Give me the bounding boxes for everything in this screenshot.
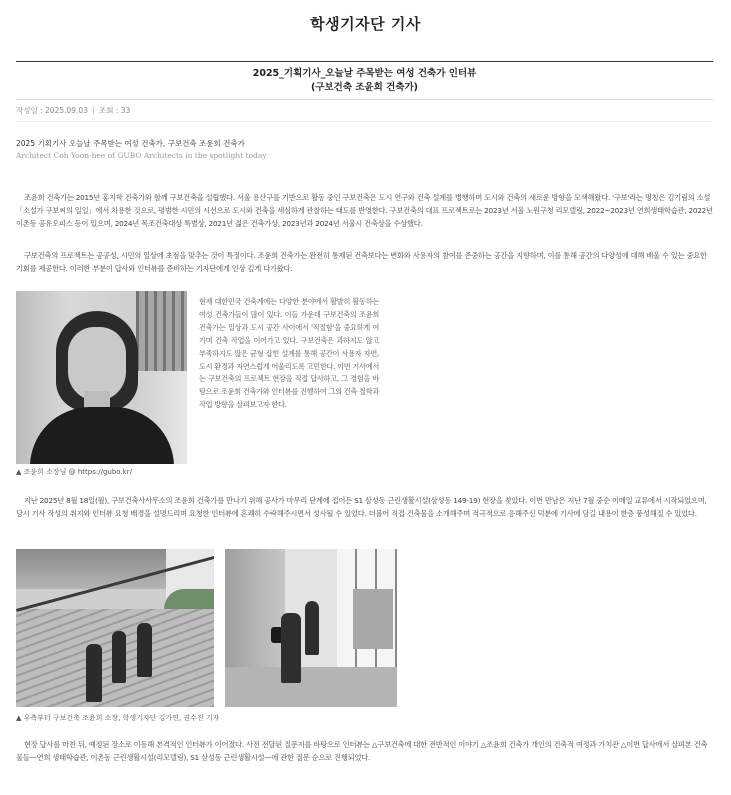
subtitle-korean: 2025 기획기사 오늘날 주목받는 여성 건축가, 구보건축 조윤희 건축가	[16, 139, 245, 148]
site-photos-caption: ▲ 우측부터 구보건축 조윤희 소장, 학생기자단 김가연, 권수진 기자	[16, 714, 220, 722]
article-meta	[16, 105, 130, 116]
meta-separator	[93, 106, 94, 114]
meta-divider	[16, 121, 713, 122]
architect-portrait-photo	[16, 291, 187, 464]
board-title: 학생기자단 기사	[310, 15, 421, 33]
portrait-caption: ▲ 조윤희 소장님 @ https://gubo.kr/	[16, 468, 132, 476]
article-title	[16, 67, 713, 95]
header-divider	[16, 61, 713, 62]
body-paragraph-2: 구보건축의 프로젝트는 공공성, 시민의 일상에 초점을 맞추는 것이 특징이다. 조윤희 건축가는 완전히 통제된 건축보다는 변화와 사용자의 참여를 존중하는 공간을 지향하며, 이를 통해 공간의 다양성에 대해 배울 수 있는 중요한 기회를 제공한다. 이러한 부분이 답사와 인터뷰를 준비하는 기자단에게 인상 깊게 다가왔다.	[16, 251, 707, 273]
article-title-line2: (구보건축 조윤희 건축가)	[310, 82, 419, 93]
subtitle-english: Architect Coh Yoon-hee of GUBO Architects in the spotlight today	[16, 151, 267, 160]
post-date: 작성일 : 2025.09.03	[16, 106, 88, 115]
article-title-line1: 2025_기획기사_오늘날 주목받는 여성 건축가 인터뷰	[252, 68, 477, 79]
body-paragraph-1: 조윤희 건축가는 2015년 홍지학 건축가와 함께 구보건축을 설립했다. 서울 용산구를 기반으로 활동 중인 구보건축은 도시 연구와 건축 설계를 병행하며 도시와 건축의 새로운 방향을 모색해왔다. '구보'라는 명칭은 김기림의 소설 「소설가 구보씨의 일일」에서 차용한 것으로, 평범한 시민의 시선으로 도시와 건축을 세심하게 관찰하는 태도를 반영한다. 구보건축의 대표 프로젝트로는 2023년 서울 노원구청 리모델링, 2022~2023년 연희생태학습관, 2022년 이촌동 공유오피스 등이 있으며, 2024년 목조건축대상 특별상, 2021년 젊은 건축가상, 2023년과 2024년 서울시 건축상을 수상했다.	[16, 193, 713, 228]
body-paragraph-3: 지난 2025년 8월 18일(월), 구보건축사사무소의 조윤희 건축가를 만나기 위해 공사가 마무리 단계에 접어든 S1 삼성동 근린생활시설(삼성동 149-19) 현장을 찾았다. 이번 만남은 지난 7월 중순 이메일 교류에서 시작되었으며, 당시 기사 작성의 취지와 인터뷰 요청 배경을 설명드리며 요청한 인터뷰에 흔쾌히 수락해주시면서 성사될 수 있었다. 더불어 직접 건축물을 소개해주며 적극적으로 응해주신 덕분에 기사에 담길 내용이 한층 풍성해질 수 있었다.	[16, 496, 707, 518]
stairwell-site-photo	[16, 549, 214, 707]
title-divider	[16, 99, 713, 100]
view-count: 조회 : 33	[98, 106, 131, 115]
intro-side-text: 현재 대한민국 건축계에는 다양한 분야에서 활발히 활동하는 여성 건축가들이 많이 있다. 이들 가운데 구보건축의 조윤희 건축가는 일상과 도시 공간 사이에서 '적절함'을 중요하게 여기며 건축 작업을 이어가고 있다. 구보건축은 과하지도 않고 부족하지도 않은 균형 잡힌 설계를 통해 공간이 사용자 자연, 도시 환경과 자연스럽게 어울리도록 고민한다. 이번 기사에서는 구보건축의 프로젝트 현장을 직접 답사하고, 그 경험을 바탕으로 조윤희 건축가와 인터뷰를 진행하여 그의 건축 철학과 작업 방향을 살펴보고자 한다.	[199, 297, 379, 410]
corridor-site-photo	[225, 549, 397, 707]
body-paragraph-4: 현장 답사를 마친 뒤, 예정된 장소로 이동해 본격적인 인터뷰가 이어졌다. 사전 전달된 질문지를 바탕으로 인터뷰는 △구보건축에 대한 전반적인 이야기 △조윤희 건축가 개인의 건축적 여정과 가치관 △이번 답사에서 살펴본 건축물들—연희 생태학습관, 이촌동 근린생활시설(리모델링), S1 삼성동 근린생활시설—에 관한 질문 순으로 진행되었다.	[16, 740, 708, 762]
